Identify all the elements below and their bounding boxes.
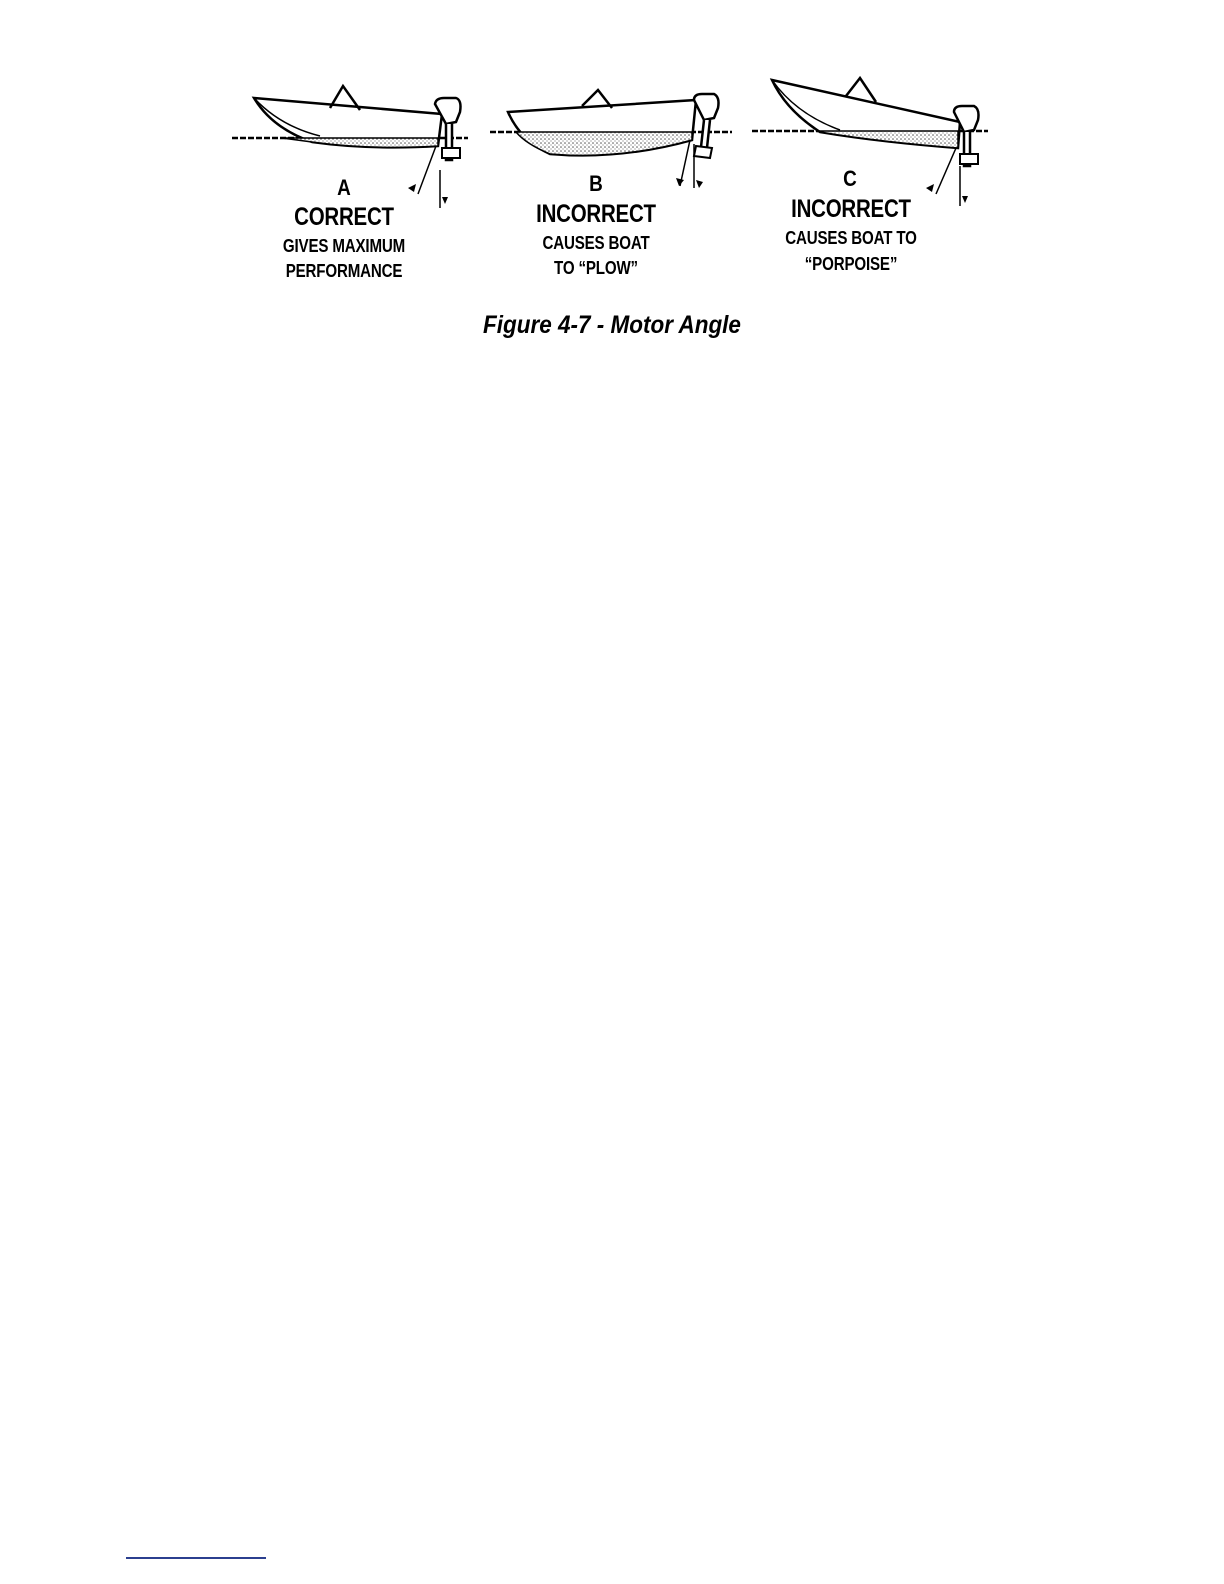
boat-b-wet-hull (516, 132, 692, 155)
panel-c-description-line-1: CAUSES BOAT TO (785, 228, 917, 248)
panel-b-verdict: INCORRECT (536, 200, 656, 228)
panel-c-letter: C (843, 166, 857, 191)
panel-a-verdict: CORRECT (294, 203, 394, 231)
panel-a-description-line-2: PERFORMANCE (285, 261, 403, 281)
angle-arrow-c-left (926, 184, 934, 192)
boat-a-wet-hull (282, 138, 438, 147)
angle-arrow-c-right (962, 196, 968, 203)
figure-caption: Figure 4-7 - Motor Angle (483, 311, 741, 339)
panel-a-letter: A (337, 175, 351, 200)
panel-b-description-line-2: TO “PLOW” (554, 258, 638, 278)
footnote-separator-rule (126, 1557, 266, 1559)
motor-b (694, 94, 719, 158)
panel-b-description-line-1: CAUSES BOAT (542, 233, 650, 253)
angle-line-a-tilted (418, 146, 436, 194)
panel-a-description-line-1: GIVES MAXIMUM (282, 236, 406, 256)
angle-line-b-tilted (680, 140, 690, 186)
boat-c-wet-hull (816, 131, 958, 148)
angle-arrow-a-left (408, 184, 416, 192)
angle-arrow-a-right (442, 197, 448, 204)
panel-c-description-line-2: “PORPOISE” (804, 254, 898, 274)
angle-arrow-b-right (696, 180, 703, 188)
panel-c-verdict: INCORRECT (791, 195, 911, 223)
angle-line-c-tilted (936, 148, 956, 194)
panel-b-letter: B (589, 171, 603, 196)
